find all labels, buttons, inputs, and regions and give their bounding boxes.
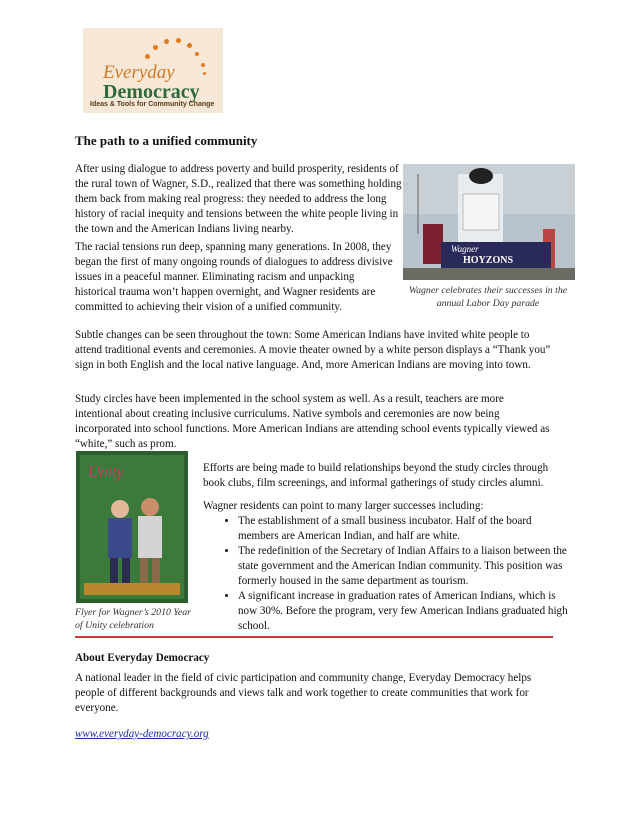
website-link[interactable]: www.everyday-democracy.org xyxy=(75,728,209,740)
paragraph-study-circles: Study circles have been implemented in the school system as well. As a result, teachers are more intentional about creating inclusive curriculums. Native symbols and ceremonies are now being incorporated into school functions. More American Indians are attending school events typically viewed as “white,” such as prom. xyxy=(75,393,550,450)
about-heading: About Everyday Democracy xyxy=(75,652,210,664)
list-item: • A significant increase in graduation rates of American Indians, which is now 30%. Before the program, very few American Indians graduated high school. xyxy=(238,589,568,634)
logo-tagline: Ideas & Tools for Community Change xyxy=(90,101,215,108)
list-item: • The establishment of a small business incubator. Half of the board members are American Indian, and half are white. xyxy=(238,514,568,544)
article-title: The path to a unified community xyxy=(75,133,258,148)
successes-list xyxy=(208,514,568,634)
parade-banner-text: Wagner xyxy=(451,244,479,254)
paragraph-efforts: Efforts are being made to build relationships beyond the study circles through book clubs, film screenings, and informal gatherings of study circles alumni. xyxy=(203,462,549,489)
about-body: A national leader in the field of civic participation and community change, Everyday Democracy helps people of different backgrounds and views talk and work together to create communities that work for everyone. xyxy=(75,672,532,714)
unity-flyer-photo xyxy=(76,451,188,603)
parade-photo xyxy=(403,164,575,280)
paragraph-subtle-changes: Subtle changes can be seen throughout the town: Some American Indians have invited white people to attend traditional events and ceremonies. A movie theater owned by a white person displays a “Thank you” sign in both English and the local native language. And, more American Indians are moving into town. xyxy=(75,329,551,371)
svg-text:Unity: Unity xyxy=(88,464,124,481)
paragraph-successes-intro: Wagner residents can point to many larger successes including: xyxy=(203,500,484,512)
logo-word-everyday: Everyday xyxy=(103,62,175,83)
logo-word-democracy: Democracy xyxy=(103,81,200,103)
parade-photo-caption: Wagner celebrates their successes in the annual Labor Day parade xyxy=(408,285,568,309)
section-divider xyxy=(75,636,553,638)
list-item: • The redefinition of the Secretary of Indian Affairs to a liaison between the state government and the American Indian community. This position was formerly housed in the same department as tourism. xyxy=(238,544,568,589)
paragraph-intro: After using dialogue to address poverty and build prosperity, residents of the rural town of Wagner, S.D., realized that there was something holding them back from making real progress: they needed to address the long history of racial inequity and tensions between the white people living in the town and the American Indians living nearby. xyxy=(75,163,402,235)
parade-banner-text-2: HOYZONS xyxy=(463,255,514,266)
paragraph-tensions: The racial tensions run deep, spanning many generations. In 2008, they began the first of many ongoing rounds of dialogues to address divisive issues in a peaceful manner. Eliminating racism and unpacking historical trauma won’t happen overnight, and Wagner residents are committed to achieving their vision of a unified community. xyxy=(75,241,393,313)
flyer-caption: Flyer for Wagner’s 2010 Year of Unity celebration xyxy=(75,607,191,631)
